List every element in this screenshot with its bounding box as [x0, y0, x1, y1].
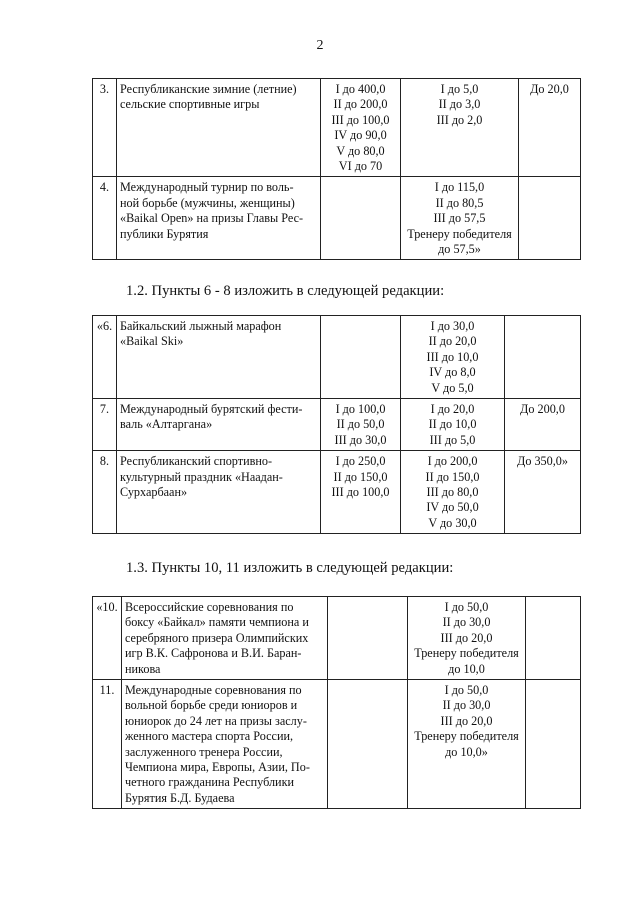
prize-amounts [408, 680, 526, 809]
cell-line: серебряного призера Олимпийских [125, 630, 309, 645]
prize-amounts [401, 79, 519, 177]
table-row [93, 177, 581, 260]
prize-amounts [401, 399, 505, 451]
cell-line: III до 30,0 [334, 432, 387, 447]
cell-line: III до 5,0 [429, 432, 476, 447]
cell-line: До 350,0» [517, 454, 568, 469]
row-number: 8. [93, 451, 117, 534]
cell-line: Тренеру победителя [407, 226, 512, 241]
cell-line: III до 10,0 [426, 349, 479, 364]
table-row [93, 79, 581, 177]
event-name [117, 177, 321, 260]
cell-line: II до 150,0 [425, 469, 480, 484]
cell-line: Сурхарбаан» [120, 485, 188, 500]
cell-line: сельские спортивные игры [120, 97, 260, 112]
cell-line: I до 5,0 [440, 82, 479, 96]
event-name [117, 399, 321, 451]
awards-table-3 [92, 596, 581, 809]
cell-line: V до 80,0 [336, 143, 385, 158]
cell-line: Международные соревнования по [125, 683, 302, 698]
awards-table-2 [92, 315, 581, 534]
cell-line: IV до 90,0 [334, 128, 387, 143]
table-row [93, 316, 581, 399]
cell-line: до 10,0» [445, 744, 488, 759]
row-number: 11. [93, 680, 122, 809]
cell-line: Тренеру победителя [414, 729, 519, 744]
cell-line: I до 20,0 [430, 402, 475, 417]
cell-line: До 20,0 [530, 82, 569, 96]
prize-amounts [408, 597, 526, 680]
prize-places [321, 451, 401, 534]
cell-line: До 200,0 [520, 402, 565, 417]
cell-line: I до 50,0 [444, 683, 489, 698]
event-name [117, 316, 321, 399]
cell-line: V до 30,0 [428, 515, 477, 530]
cell-line: III до 80,0 [426, 485, 479, 500]
cell-line: II до 80,5 [435, 195, 484, 210]
row-number: 3. [93, 79, 117, 177]
cell-line: Всероссийские соревнования по [125, 600, 294, 614]
table-row [93, 597, 581, 680]
total-amount [505, 316, 581, 399]
cell-line: I до 200,0 [427, 454, 478, 469]
cell-line: VI до 70 [338, 159, 383, 174]
cell-line: I до 30,0 [430, 319, 475, 333]
cell-line: Международный бурятский фести- [120, 402, 303, 417]
prize-places [321, 316, 401, 399]
section-heading-1-3: 1.3. Пункты 10, 11 изложить в следующей редакции: [126, 560, 454, 576]
table-row [93, 399, 581, 451]
cell-line: заслуженного тренера России, [125, 744, 283, 759]
page-number: 2 [316, 38, 324, 53]
cell-line: вольной борьбе среди юниоров и [125, 698, 298, 713]
cell-line: Тренеру победителя [414, 646, 519, 661]
prize-places [328, 597, 408, 680]
cell-line: Байкальский лыжный марафон [120, 319, 282, 333]
cell-line: II до 30,0 [442, 615, 491, 630]
table-row [93, 451, 581, 534]
row-number: 4. [93, 177, 117, 260]
event-name [122, 680, 328, 809]
cell-line: II до 150,0 [333, 469, 388, 484]
total-amount [505, 399, 581, 451]
cell-line: Чемпиона мира, Европы, Азии, По- [125, 760, 310, 775]
cell-line: культурный праздник «Наадан- [120, 469, 283, 484]
cell-line: III до 100,0 [331, 112, 390, 127]
total-amount [526, 597, 581, 680]
prize-amounts [401, 316, 505, 399]
cell-line: никова [125, 661, 161, 676]
cell-line: II до 20,0 [428, 334, 477, 349]
prize-places [321, 177, 401, 260]
prize-amounts [401, 177, 519, 260]
total-amount [526, 680, 581, 809]
cell-line: публики Бурятия [120, 226, 209, 241]
cell-line: I до 400,0 [335, 82, 386, 96]
prize-amounts [401, 451, 505, 534]
cell-line: III до 100,0 [331, 485, 390, 500]
event-name [117, 79, 321, 177]
cell-line: Международный турнир по воль- [120, 180, 294, 195]
cell-line: III до 20,0 [440, 630, 493, 645]
cell-line: III до 2,0 [436, 112, 483, 127]
cell-line: юниорок до 24 лет на призы заслу- [125, 713, 307, 728]
cell-line: «Baikal Ski» [120, 334, 184, 349]
cell-line: игр В.К. Сафронова и В.И. Баран- [125, 646, 302, 661]
awards-table-1 [92, 78, 581, 260]
table-row [93, 680, 581, 809]
total-amount [505, 451, 581, 534]
cell-line: до 10,0 [448, 661, 485, 676]
section-heading-1-2: 1.2. Пункты 6 - 8 изложить в следующей редакции: [126, 283, 445, 299]
row-number: 7. [93, 399, 117, 451]
prize-places [328, 680, 408, 809]
total-amount [519, 177, 581, 260]
row-number: «10. [93, 597, 122, 680]
cell-line: II до 10,0 [428, 417, 477, 432]
cell-line: I до 250,0 [335, 454, 386, 469]
cell-line: IV до 50,0 [426, 500, 479, 515]
row-number: «6. [93, 316, 117, 399]
cell-line: четного гражданина Республики [125, 775, 295, 790]
cell-line: III до 20,0 [440, 713, 493, 728]
cell-line: боксу «Байкал» памяти чемпиона и [125, 615, 309, 630]
cell-line: I до 115,0 [434, 180, 485, 195]
cell-line: женного мастера спорта России, [125, 729, 294, 744]
event-name [122, 597, 328, 680]
event-name [117, 451, 321, 534]
cell-line: Бурятия Б.Д. Будаева [125, 790, 235, 805]
cell-line: V до 5,0 [431, 380, 474, 395]
cell-line: III до 57,5 [433, 211, 486, 226]
cell-line: «Baikal Open» на призы Главы Рес- [120, 211, 304, 226]
cell-line: II до 30,0 [442, 698, 491, 713]
cell-line: до 57,5» [438, 242, 481, 257]
cell-line: I до 50,0 [444, 600, 489, 614]
prize-places [321, 399, 401, 451]
total-amount [519, 79, 581, 177]
cell-line: ной борьбе (мужчины, женщины) [120, 195, 295, 210]
cell-line: IV до 8,0 [429, 365, 476, 380]
cell-line: Республиканский спортивно- [120, 454, 273, 469]
cell-line: Республиканские зимние (летние) [120, 82, 297, 96]
cell-line: II до 50,0 [336, 417, 385, 432]
cell-line: II до 200,0 [333, 97, 388, 112]
cell-line: I до 100,0 [335, 402, 386, 417]
prize-places [321, 79, 401, 177]
cell-line: II до 3,0 [438, 97, 481, 112]
cell-line: валь «Алтаргана» [120, 417, 213, 432]
